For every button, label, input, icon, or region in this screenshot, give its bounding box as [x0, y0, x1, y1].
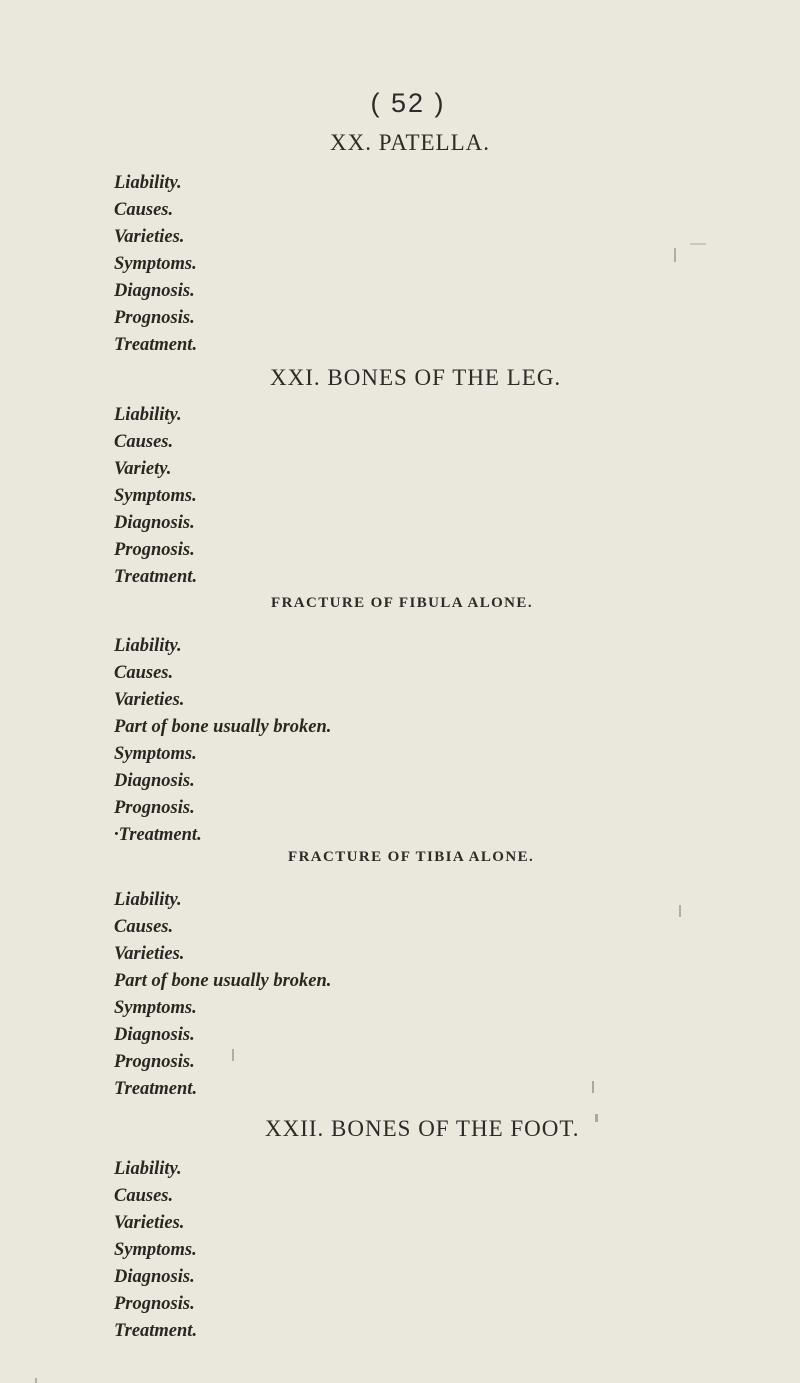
list-item: Treatment. — [114, 567, 198, 587]
scan-speck — [690, 243, 706, 245]
list-item: Symptoms. — [114, 486, 197, 506]
scan-speck — [595, 1114, 598, 1122]
list-item: Treatment. — [114, 1321, 198, 1341]
list-item: Treatment. — [114, 1079, 198, 1099]
list-item: Causes. — [114, 663, 174, 683]
list-item: Diagnosis. — [114, 1025, 195, 1045]
list-item: Causes. — [114, 432, 174, 452]
section-heading-bones-of-leg: XXI. BONES OF THE LEG. — [270, 365, 562, 390]
scan-speck — [592, 1081, 594, 1093]
section-items-bones-of-leg — [114, 402, 197, 591]
list-item: Symptoms. — [114, 254, 197, 274]
list-item: ·Treatment. — [114, 825, 202, 845]
section-heading-bones-of-foot: XXII. BONES OF THE FOOT. — [265, 1116, 580, 1141]
page-number: ( 52 ) — [370, 88, 446, 118]
section-items-bones-of-foot — [114, 1156, 197, 1345]
list-item: Prognosis. — [114, 308, 195, 328]
list-item: Diagnosis. — [114, 1267, 195, 1287]
list-item: Prognosis. — [114, 540, 195, 560]
section-heading-tibia-alone: FRACTURE OF TIBIA ALONE. — [288, 849, 535, 865]
list-item: Diagnosis. — [114, 281, 195, 301]
list-item: Liability. — [114, 1159, 182, 1179]
list-item: Liability. — [114, 173, 182, 193]
list-item: Symptoms. — [114, 998, 197, 1018]
list-item: Liability. — [114, 890, 182, 910]
list-item: Varieties. — [114, 944, 185, 964]
scan-speck — [35, 1378, 37, 1383]
section-items-fibula-alone — [114, 633, 331, 849]
list-item: Symptoms. — [114, 744, 197, 764]
list-item: Diagnosis. — [114, 513, 195, 533]
list-item: Varieties. — [114, 1213, 185, 1233]
section-heading-patella: XX. PATELLA. — [330, 130, 491, 155]
list-item: Part of bone usually broken. — [114, 717, 332, 737]
scan-speck — [232, 1049, 234, 1061]
list-item: Diagnosis. — [114, 771, 195, 791]
scan-speck — [674, 248, 676, 262]
list-item: Variety. — [114, 459, 172, 479]
list-item: Varieties. — [114, 227, 185, 247]
list-item: Prognosis. — [114, 798, 195, 818]
list-item: Part of bone usually broken. — [114, 971, 332, 991]
list-item: Treatment. — [114, 335, 198, 355]
list-item: Symptoms. — [114, 1240, 197, 1260]
section-items-tibia-alone — [114, 887, 331, 1103]
section-items-patella — [114, 170, 197, 359]
section-heading-fibula-alone: FRACTURE OF FIBULA ALONE. — [271, 595, 533, 611]
list-item: Causes. — [114, 200, 174, 220]
list-item: Prognosis. — [114, 1294, 195, 1314]
list-item: Causes. — [114, 1186, 174, 1206]
list-item: Prognosis. — [114, 1052, 195, 1072]
list-item: Liability. — [114, 636, 182, 656]
list-item: Varieties. — [114, 690, 185, 710]
list-item: Causes. — [114, 917, 174, 937]
scan-speck — [679, 905, 681, 917]
list-item: Liability. — [114, 405, 182, 425]
